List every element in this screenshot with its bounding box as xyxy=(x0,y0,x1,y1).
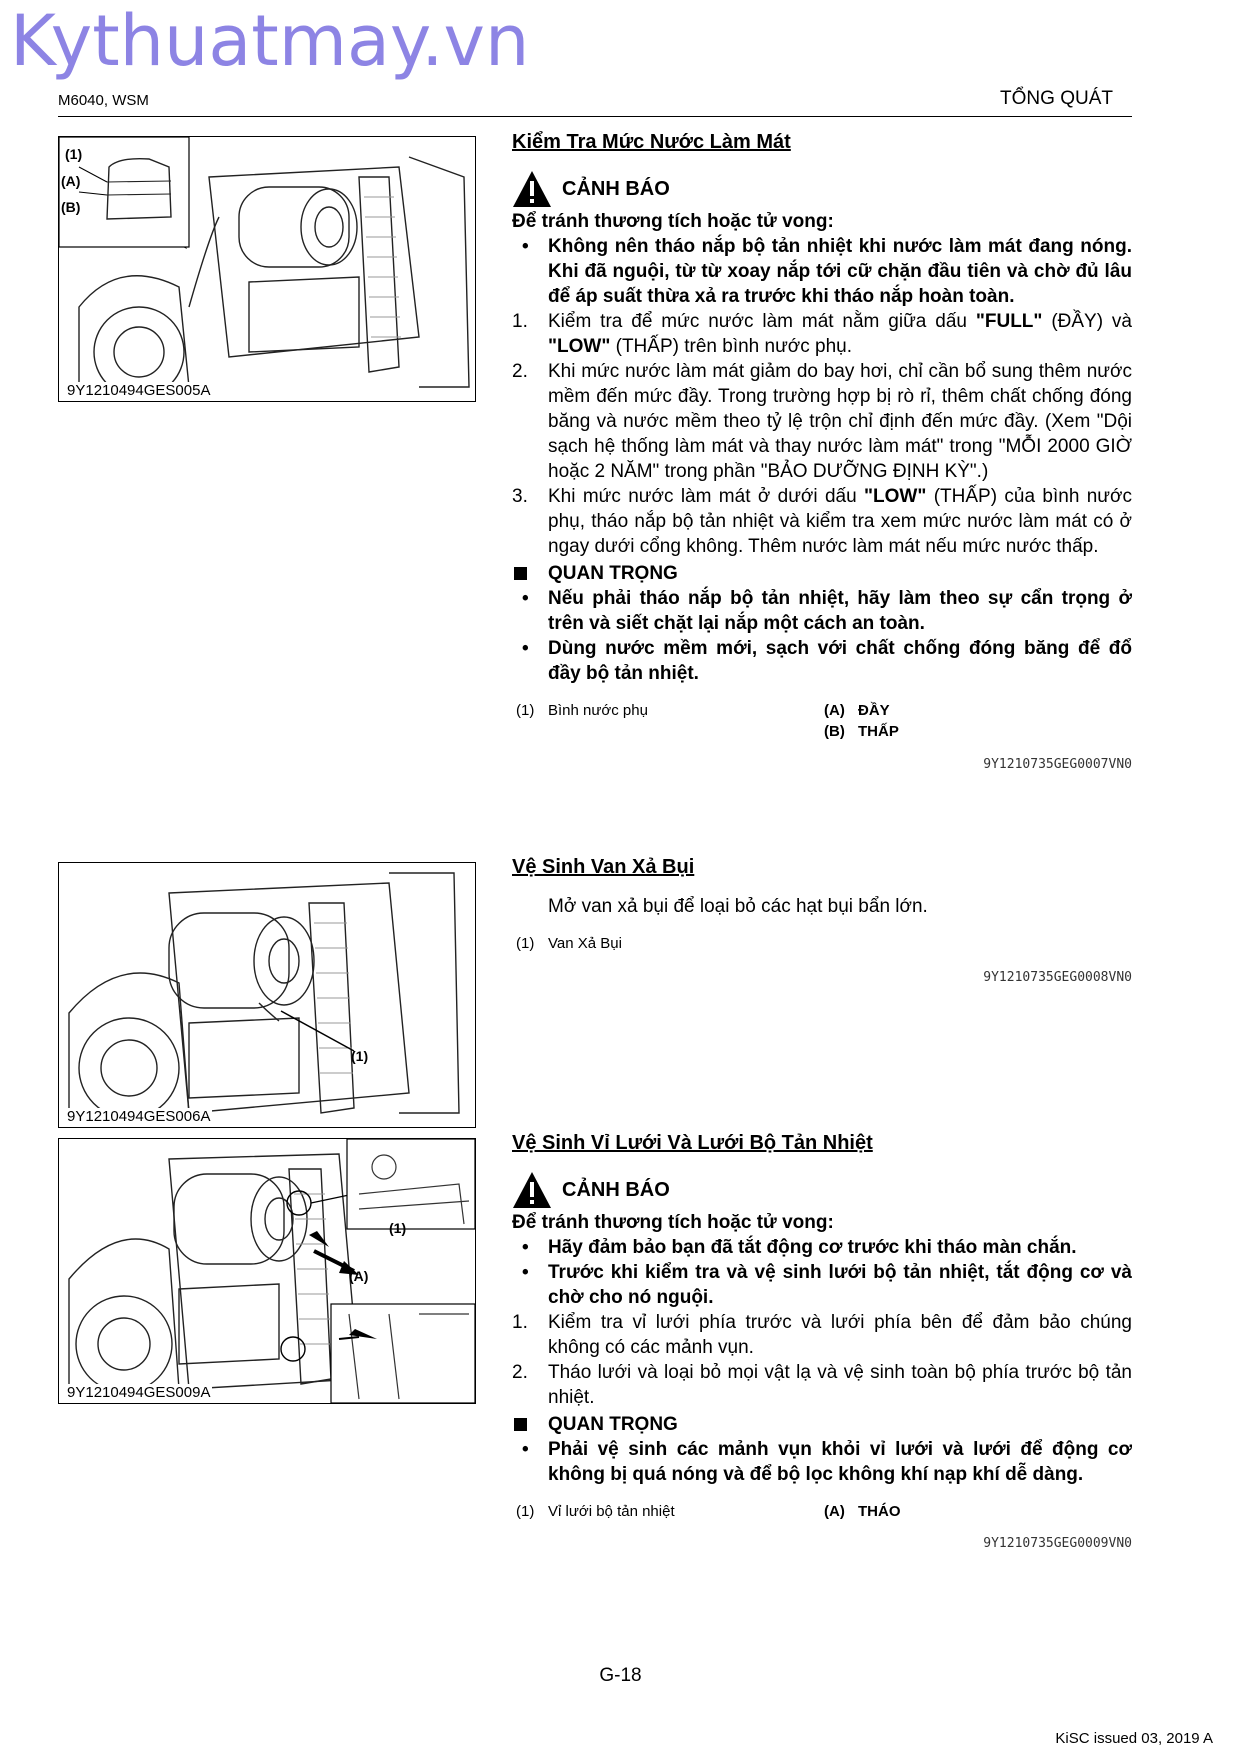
important-header xyxy=(512,1412,1132,1437)
step-text: (THẤP) trên bình nước phụ. xyxy=(610,336,853,357)
section-radiator-screen xyxy=(512,1131,1132,1556)
figure-code: 9Y1210494GES006A xyxy=(67,1108,211,1125)
tractor-engine-illustration xyxy=(59,1139,475,1403)
step-text: Kiểm tra để mức nước làm mát nằm giữa dấu xyxy=(548,311,976,332)
step-item xyxy=(512,1310,1132,1360)
step-bold: "LOW" xyxy=(864,486,927,507)
doc-code: 9Y1210735GEG0007VN0 xyxy=(983,757,1132,772)
step-number: 3. xyxy=(512,486,528,507)
important-item: • Dùng nước mềm mới, sạch với chất chống đóng băng để đổ đầy bộ tản nhiệt. xyxy=(512,636,1132,686)
warning-item: • Hãy đảm bảo bạn đã tắt động cơ trước khi tháo màn chắn. xyxy=(512,1235,1132,1260)
legend-letter: (A) xyxy=(824,1503,845,1520)
callout-a: (A) xyxy=(61,173,81,189)
section-title: Vệ Sinh Vỉ Lưới Và Lưới Bộ Tản Nhiệt xyxy=(512,1132,873,1154)
step-text: Khi mức nước làm mát ở dưới dấu xyxy=(548,486,865,507)
important-item: • Nếu phải tháo nắp bộ tản nhiệt, hãy làm theo sự cẩn trọng ở trên và siết chặt lại nắp một cách an toàn. xyxy=(512,586,1132,636)
step-text: (ĐẦY) và xyxy=(1042,311,1132,332)
important-list xyxy=(512,586,1132,686)
legend xyxy=(512,1499,1132,1521)
step-text: Kiểm tra vỉ lưới phía trước và lưới phía bên để đảm bảo chúng không có các mảnh vụn. xyxy=(548,1312,1132,1358)
important-label: QUAN TRỌNG xyxy=(548,1414,678,1435)
legend-text: Vỉ lưới bộ tản nhiệt xyxy=(548,1503,675,1520)
figure-radiator-screen xyxy=(58,1138,476,1404)
callout-1: (1) xyxy=(351,1048,369,1064)
legend-text: THẤP xyxy=(858,723,899,740)
header-model: M6040, WSM xyxy=(58,92,149,109)
legend-text: THÁO xyxy=(858,1503,901,1520)
important-list xyxy=(512,1437,1132,1487)
figure-code: 9Y1210494GES009A xyxy=(67,1384,211,1401)
section-dust-valve xyxy=(512,855,1132,990)
figure-coolant-tank xyxy=(58,136,476,402)
legend-text: ĐẦY xyxy=(858,702,890,719)
step-item xyxy=(512,359,1132,484)
warning-label: CẢNH BÁO xyxy=(562,1178,670,1201)
square-icon xyxy=(514,1418,527,1431)
warning-label: CẢNH BÁO xyxy=(562,177,670,200)
warning-intro: Để tránh thương tích hoặc tử vong: xyxy=(512,211,834,232)
warning-intro: Để tránh thương tích hoặc tử vong: xyxy=(512,1212,834,1233)
doc-code: 9Y1210735GEG0009VN0 xyxy=(983,1536,1132,1551)
step-text: Khi mức nước làm mát giảm do bay hơi, chỉ cần bổ sung thêm nước mềm đến mức đầy. Trong trường hợp bị rò rỉ, thêm chất chống đóng băng và nước mềm theo tỷ lệ trộn chỉ định đến mức đầy. (Xem "Dội sạch hệ thống làm mát và thay nước làm mát" trong "MỖI 2000 GIỜ hoặc 2 NĂM" trong phần "BẢO DƯỠNG ĐỊNH KỲ".) xyxy=(548,361,1132,482)
step-text: Tháo lưới và loại bỏ mọi vật lạ và vệ sinh toàn bộ phía trước bộ tản nhiệt. xyxy=(548,1362,1132,1408)
square-icon xyxy=(514,567,527,580)
legend-number: (1) xyxy=(516,702,535,719)
tractor-engine-illustration xyxy=(59,137,475,401)
legend-letter: (A) xyxy=(824,702,845,719)
doc-code: 9Y1210735GEG0008VN0 xyxy=(983,970,1132,985)
warning-header xyxy=(512,169,1132,209)
legend-text: Van Xả Bụi xyxy=(548,935,622,952)
warning-item: • Không nên tháo nắp bộ tản nhiệt khi nước làm mát đang nóng. Khi đã nguội, từ từ xoay nắp tới cữ chặn đầu tiên và chờ đủ lâu để áp suất thừa xả ra trước khi tháo nắp hoàn toàn. xyxy=(512,234,1132,309)
legend-number: (1) xyxy=(516,935,535,952)
steps-list xyxy=(512,309,1132,559)
step-number: 2. xyxy=(512,1362,528,1383)
section-title: Vệ Sinh Van Xả Bụi xyxy=(512,856,695,878)
legend-letter: (B) xyxy=(824,723,845,740)
header-chapter: TỔNG QUÁT xyxy=(1000,88,1113,109)
callout-a: (A) xyxy=(349,1268,369,1284)
important-item: • Phải vệ sinh các mảnh vụn khỏi vỉ lưới và lưới để động cơ không bị quá nóng và để bộ lọc không khí nạp khí dễ dàng. xyxy=(512,1437,1132,1487)
warning-triangle-icon xyxy=(512,170,552,208)
warning-item: • Trước khi kiểm tra và vệ sinh lưới bộ tản nhiệt, tắt động cơ và chờ cho nó nguội. xyxy=(512,1260,1132,1310)
callout-1: (1) xyxy=(65,146,83,162)
warning-list xyxy=(512,234,1132,309)
warning-triangle-icon xyxy=(512,1171,552,1209)
legend xyxy=(512,698,1132,742)
warning-header xyxy=(512,1170,1132,1210)
section-check-coolant xyxy=(512,130,1132,777)
section-title: Kiểm Tra Mức Nước Làm Mát xyxy=(512,131,791,153)
step-item xyxy=(512,309,1132,359)
step-bold: "LOW" xyxy=(548,336,611,357)
step-item xyxy=(512,1360,1132,1410)
legend xyxy=(512,931,1132,953)
step-item xyxy=(512,484,1132,559)
tractor-engine-illustration xyxy=(59,863,475,1127)
body-text: Mở van xả bụi để loại bỏ các hạt bụi bẩn lớn. xyxy=(548,896,928,917)
figure-code: 9Y1210494GES005A xyxy=(67,382,211,399)
header-rule xyxy=(58,116,1132,117)
page-number: G-18 xyxy=(599,1665,642,1686)
callout-b: (B) xyxy=(61,199,81,215)
important-label: QUAN TRỌNG xyxy=(548,563,678,584)
step-number: 1. xyxy=(512,1312,528,1333)
step-text: (THẤP) của bình nước phụ, tháo nắp bộ tản nhiệt và kiểm tra xem mức nước làm mát có ở ngay dưới cổng không. Thêm nước làm mát nếu mức nước thấp. xyxy=(548,486,1132,557)
step-number: 1. xyxy=(512,311,528,332)
step-number: 2. xyxy=(512,361,528,382)
step-bold: "FULL" xyxy=(975,311,1043,332)
watermark: Kythuatmay.vn xyxy=(10,0,530,82)
legend-number: (1) xyxy=(516,1503,535,1520)
steps-list xyxy=(512,1310,1132,1410)
callout-1: (1) xyxy=(389,1220,407,1236)
important-header xyxy=(512,561,1132,586)
warning-list xyxy=(512,1235,1132,1310)
figure-dust-valve xyxy=(58,862,476,1128)
legend-text: Bình nước phụ xyxy=(548,702,648,719)
issue-note: KiSC issued 03, 2019 A xyxy=(1055,1730,1213,1747)
